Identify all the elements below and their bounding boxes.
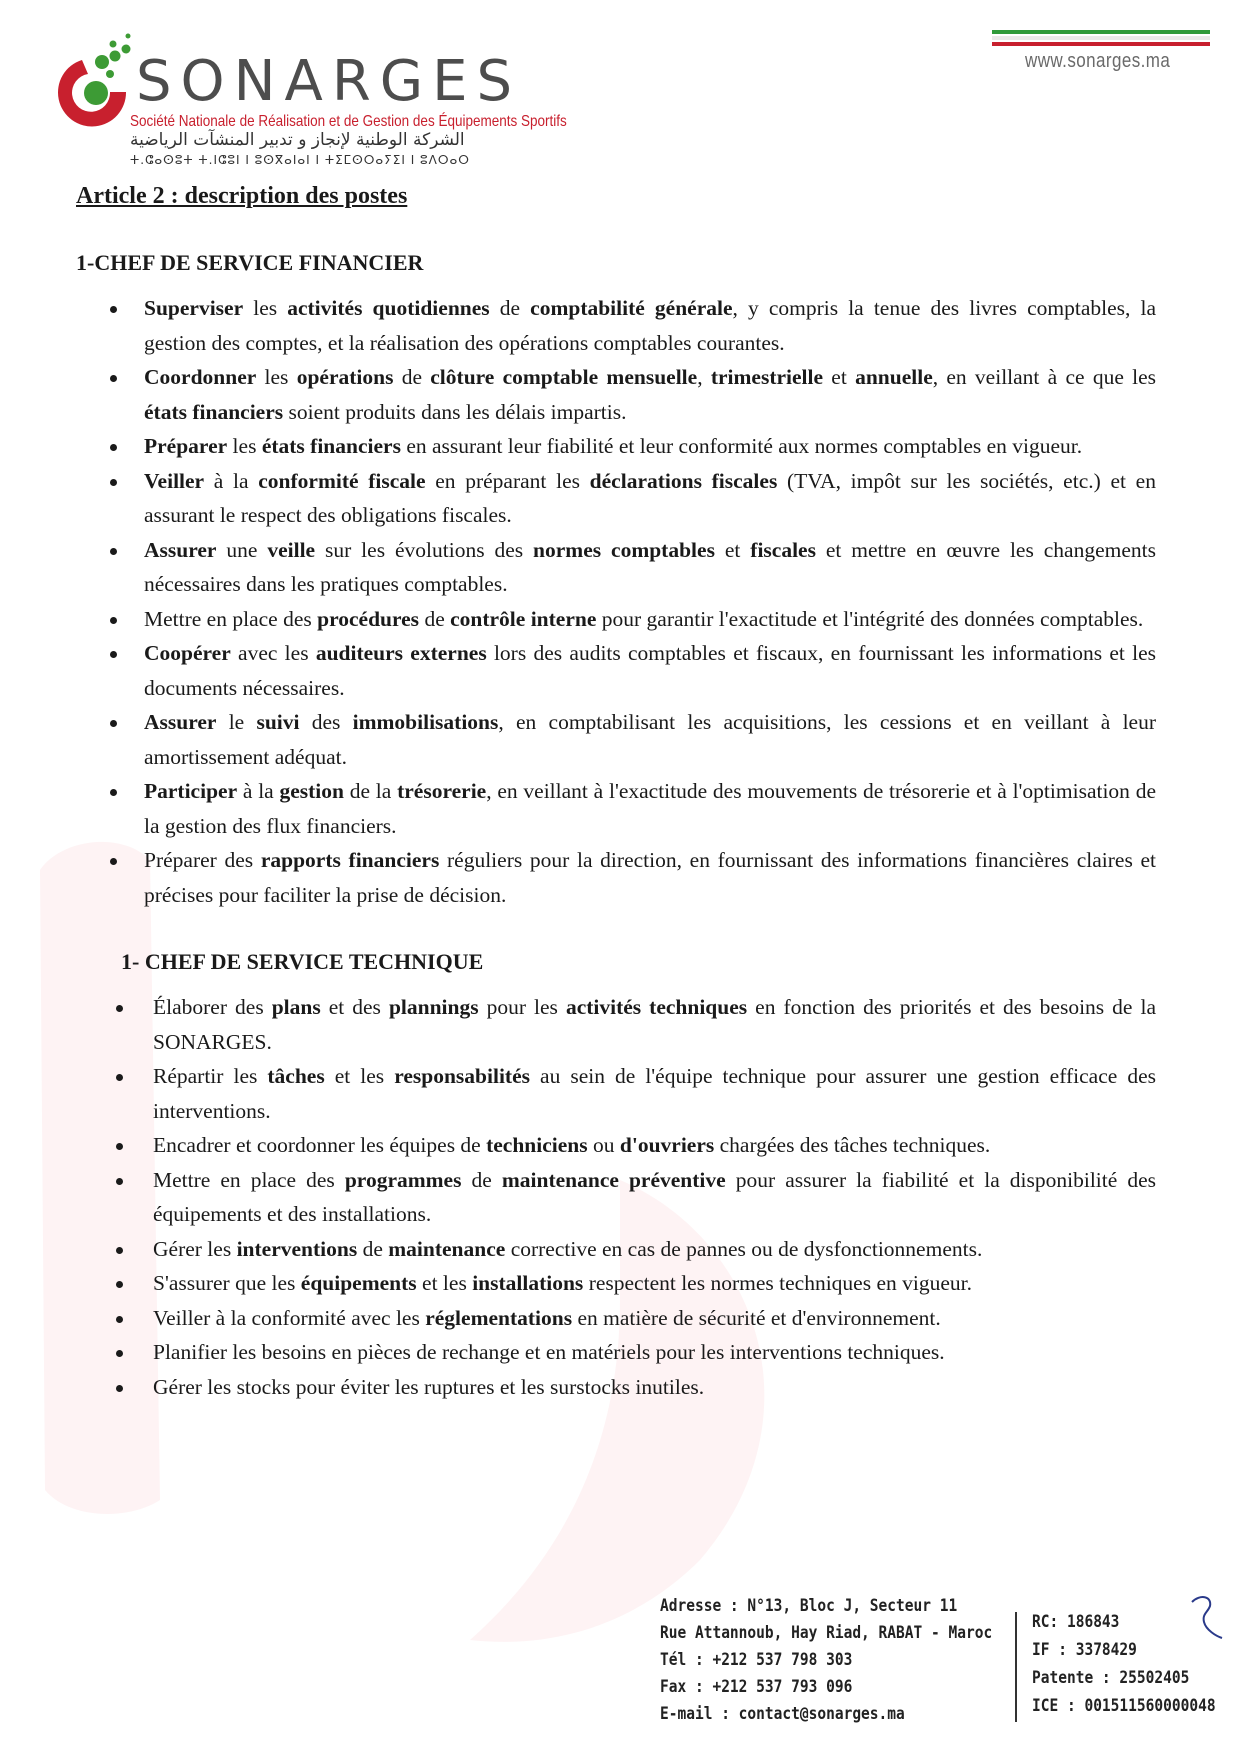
text: Planifier les besoins en pièces de rechange et en matériels pour les interventions techniques. bbox=[153, 1340, 945, 1364]
bold-text: activités quotidiennes bbox=[287, 296, 490, 320]
bold-text: activités techniques bbox=[565, 995, 748, 1019]
list-item bbox=[76, 360, 1156, 429]
bold-text: équipements bbox=[300, 1271, 417, 1295]
bold-text: auditeurs externes bbox=[315, 641, 487, 665]
bold-text: trimestrielle bbox=[710, 365, 824, 389]
text: Répartir les bbox=[153, 1064, 268, 1088]
bold-text: techniciens bbox=[486, 1133, 588, 1157]
text: et des bbox=[320, 995, 389, 1019]
text: à la bbox=[237, 779, 280, 803]
text: en fonction des priorités et des besoins de la SONARGES. bbox=[153, 995, 1156, 1054]
footer-address-line: Rue Attannoub, Hay Riad, RABAT - Maroc bbox=[660, 1623, 993, 1642]
text: pour garantir l'exactitude et l'intégrité des données comptables. bbox=[596, 606, 1144, 631]
list-item bbox=[76, 774, 1156, 843]
document-body bbox=[76, 181, 1156, 1404]
list-item bbox=[76, 705, 1156, 774]
text: de bbox=[393, 365, 431, 389]
bold-text: maintenance bbox=[388, 1236, 506, 1261]
footer-address-line: E-mail : contact@sonarges.ma bbox=[660, 1704, 905, 1723]
text: et bbox=[823, 365, 856, 389]
bold-text: états financiers bbox=[144, 399, 284, 424]
technique-duties-list bbox=[76, 990, 1156, 1404]
bold-text: Coordonner bbox=[144, 365, 257, 389]
bold-text: Superviser bbox=[144, 296, 244, 320]
list-item bbox=[76, 636, 1156, 705]
bold-text: clôture comptable mensuelle bbox=[430, 365, 698, 389]
bold-text: plannings bbox=[388, 995, 479, 1019]
text: et bbox=[714, 537, 751, 562]
bold-text: responsabilités bbox=[394, 1064, 530, 1088]
footer-divider bbox=[1015, 1612, 1017, 1722]
list-item bbox=[76, 990, 1156, 1059]
footer-address bbox=[660, 1592, 993, 1727]
bold-text: installations bbox=[472, 1271, 584, 1295]
footer-contact bbox=[660, 1592, 1220, 1727]
text: (TVA, impôt sur les sociétés, etc.) et en assurant le respect des obligations fiscales. bbox=[144, 468, 1156, 527]
text: de la bbox=[343, 779, 398, 803]
bold-text: réglementations bbox=[425, 1305, 573, 1330]
text: Préparer des bbox=[144, 848, 261, 872]
list-item bbox=[76, 1370, 1156, 1405]
list-item bbox=[76, 291, 1156, 360]
bold-text: Coopérer bbox=[144, 641, 231, 665]
bold-text: contrôle interne bbox=[450, 606, 597, 631]
sonarges-logo-icon bbox=[40, 30, 140, 140]
text: et mettre en œuvre les changements nécessaires dans les pratiques comptables. bbox=[144, 537, 1156, 596]
text: , en veillant à ce que les bbox=[932, 365, 1157, 389]
financier-duties-list bbox=[76, 291, 1156, 912]
bold-text: programmes bbox=[344, 1167, 462, 1192]
text: Mettre en place des bbox=[144, 606, 318, 631]
text: Élaborer des bbox=[153, 995, 272, 1019]
text: corrective en cas de pannes ou de dysfonctionnements. bbox=[505, 1236, 983, 1261]
text: et les bbox=[324, 1064, 395, 1088]
text: S'assurer que les bbox=[153, 1271, 301, 1295]
letterhead bbox=[40, 30, 1210, 180]
text: en matière de sécurité et d'environnement. bbox=[572, 1305, 941, 1330]
footer-id-line: RC: 186843 bbox=[1032, 1612, 1120, 1631]
logo-subtitle-tifinagh: ⵜ.ⵛⴰⵙⵓⵜ ⵜ.ⵏⵛⵓⵏ ⵏ ⵓⵙⴳⴰⵏⴰⵏ ⵏ ⵜⵉⵎⵙⵔⴰⵢⵉⵏ ⵏ ⵓⴷⵔⴰⵔ bbox=[130, 153, 470, 167]
text: , en veillant à l'exactitude des mouvements de trésorerie et à l'optimisation de la gestion des flux financiers. bbox=[144, 779, 1156, 838]
logo-subtitle-french: Société Nationale de Réalisation et de Gestion des Équipements Sportifs bbox=[130, 112, 567, 130]
bold-text: veille bbox=[267, 537, 316, 562]
section-title-financier: 1-CHEF DE SERVICE FINANCIER bbox=[76, 250, 424, 275]
text: pour les bbox=[478, 995, 566, 1019]
text: respectent les normes techniques en vigueur. bbox=[583, 1271, 972, 1295]
list-item bbox=[76, 1059, 1156, 1128]
list-item bbox=[76, 1128, 1156, 1163]
list-item bbox=[76, 429, 1156, 464]
bold-text: maintenance préventive bbox=[501, 1167, 726, 1192]
list-item bbox=[76, 1301, 1156, 1336]
bold-text: Assurer bbox=[144, 710, 217, 734]
footer-id-line: Patente : 25502405 bbox=[1032, 1668, 1190, 1687]
text: en assurant leur fiabilité et leur conformité aux normes comptables en vigueur. bbox=[400, 434, 1083, 458]
text: les bbox=[227, 434, 262, 458]
bold-text: tâches bbox=[267, 1064, 325, 1088]
footer-address-line: Adresse : N°13, Bloc J, Secteur 11 bbox=[660, 1596, 958, 1615]
text: les bbox=[243, 296, 288, 320]
text: de bbox=[419, 606, 451, 631]
text: au sein de l'équipe technique pour assurer une gestion efficace des interventions. bbox=[153, 1064, 1156, 1123]
text: , en comptabilisant les acquisitions, les cessions et en veillant à leur amortissement adéquat. bbox=[144, 710, 1156, 769]
text: une bbox=[216, 537, 268, 562]
text: en préparant les bbox=[425, 468, 590, 493]
text: et les bbox=[416, 1271, 473, 1295]
list-item bbox=[76, 1232, 1156, 1267]
bold-text: suivi bbox=[256, 710, 300, 734]
list-item bbox=[76, 1335, 1156, 1370]
bold-text: normes comptables bbox=[533, 537, 715, 562]
bold-text: Assurer bbox=[144, 537, 217, 562]
bold-text: conformité fiscale bbox=[258, 468, 426, 493]
bold-text: interventions bbox=[236, 1236, 358, 1261]
text: avec les bbox=[230, 641, 316, 665]
website-link[interactable]: www.sonarges.ma bbox=[1025, 50, 1171, 72]
footer-id-line: ICE : 001511560000048 bbox=[1032, 1696, 1216, 1715]
text: , bbox=[697, 365, 711, 389]
footer-address-line: Tél : +212 537 798 303 bbox=[660, 1650, 853, 1669]
bold-text: d'ouvriers bbox=[619, 1133, 715, 1157]
text: Gérer les bbox=[153, 1236, 237, 1261]
bold-text: rapports financiers bbox=[260, 848, 440, 872]
bold-text: trésorerie bbox=[397, 779, 487, 803]
text: le bbox=[216, 710, 257, 734]
text: ou bbox=[587, 1133, 620, 1157]
text: Veiller à la conformité avec les bbox=[153, 1305, 426, 1330]
bold-text: plans bbox=[271, 995, 321, 1019]
bold-text: Veiller bbox=[144, 468, 205, 493]
flag-color-bar bbox=[992, 30, 1210, 48]
bold-text: opérations bbox=[296, 365, 394, 389]
text: de bbox=[489, 296, 531, 320]
bold-text: immobilisations bbox=[352, 710, 499, 734]
bold-text: Préparer bbox=[144, 434, 228, 458]
signature-initial-icon bbox=[1188, 1592, 1228, 1652]
bold-text: gestion bbox=[279, 779, 344, 803]
list-item bbox=[76, 843, 1156, 912]
text: Mettre en place des bbox=[153, 1167, 345, 1192]
bold-text: comptabilité générale bbox=[530, 296, 733, 320]
bold-text: fiscales bbox=[750, 537, 816, 562]
list-item bbox=[76, 602, 1156, 637]
footer-id-line: IF : 3378429 bbox=[1032, 1640, 1137, 1659]
text: à la bbox=[204, 468, 259, 493]
article-title: Article 2 : description des postes bbox=[76, 183, 408, 209]
section-title-technique: 1- CHEF DE SERVICE TECHNIQUE bbox=[121, 949, 484, 974]
bold-text: déclarations fiscales bbox=[589, 468, 778, 493]
text: , y compris la tenue des livres comptables, la gestion des comptes, et la réalisation des opérations comptables courantes. bbox=[144, 296, 1156, 355]
list-item bbox=[76, 533, 1156, 602]
list-item bbox=[76, 464, 1156, 533]
text: chargées des tâches techniques. bbox=[714, 1133, 991, 1157]
footer-address-line: Fax : +212 537 793 096 bbox=[660, 1677, 853, 1696]
text: lors des audits comptables et fiscaux, en fournissant les informations et les documents nécessaires. bbox=[144, 641, 1156, 700]
text: soient produits dans les délais impartis. bbox=[283, 399, 627, 424]
logo-wordmark: SONARGES bbox=[136, 49, 522, 114]
logo-subtitle-arabic: الشركة الوطنية لإنجاز و تدبير المنشآت الرياضية bbox=[130, 130, 465, 150]
text: des bbox=[299, 710, 353, 734]
text: Encadrer et coordonner les équipes de bbox=[153, 1133, 487, 1157]
text: de bbox=[357, 1236, 389, 1261]
bold-text: procédures bbox=[317, 606, 420, 631]
list-item bbox=[76, 1266, 1156, 1301]
bold-text: Participer bbox=[144, 779, 238, 803]
text: sur les évolutions des bbox=[315, 537, 534, 562]
bold-text: états financiers bbox=[261, 434, 401, 458]
text: réguliers pour la direction, en fournissant des informations financières claires et précises pour faciliter la prise de décision. bbox=[144, 848, 1157, 907]
bold-text: annuelle bbox=[855, 365, 933, 389]
list-item bbox=[76, 1163, 1156, 1232]
text: de bbox=[461, 1167, 502, 1192]
text: les bbox=[256, 365, 297, 389]
text: pour assurer la fiabilité et la disponibilité des équipements et des installations. bbox=[153, 1167, 1156, 1226]
text: Gérer les stocks pour éviter les ruptures et les surstocks inutiles. bbox=[153, 1374, 705, 1399]
